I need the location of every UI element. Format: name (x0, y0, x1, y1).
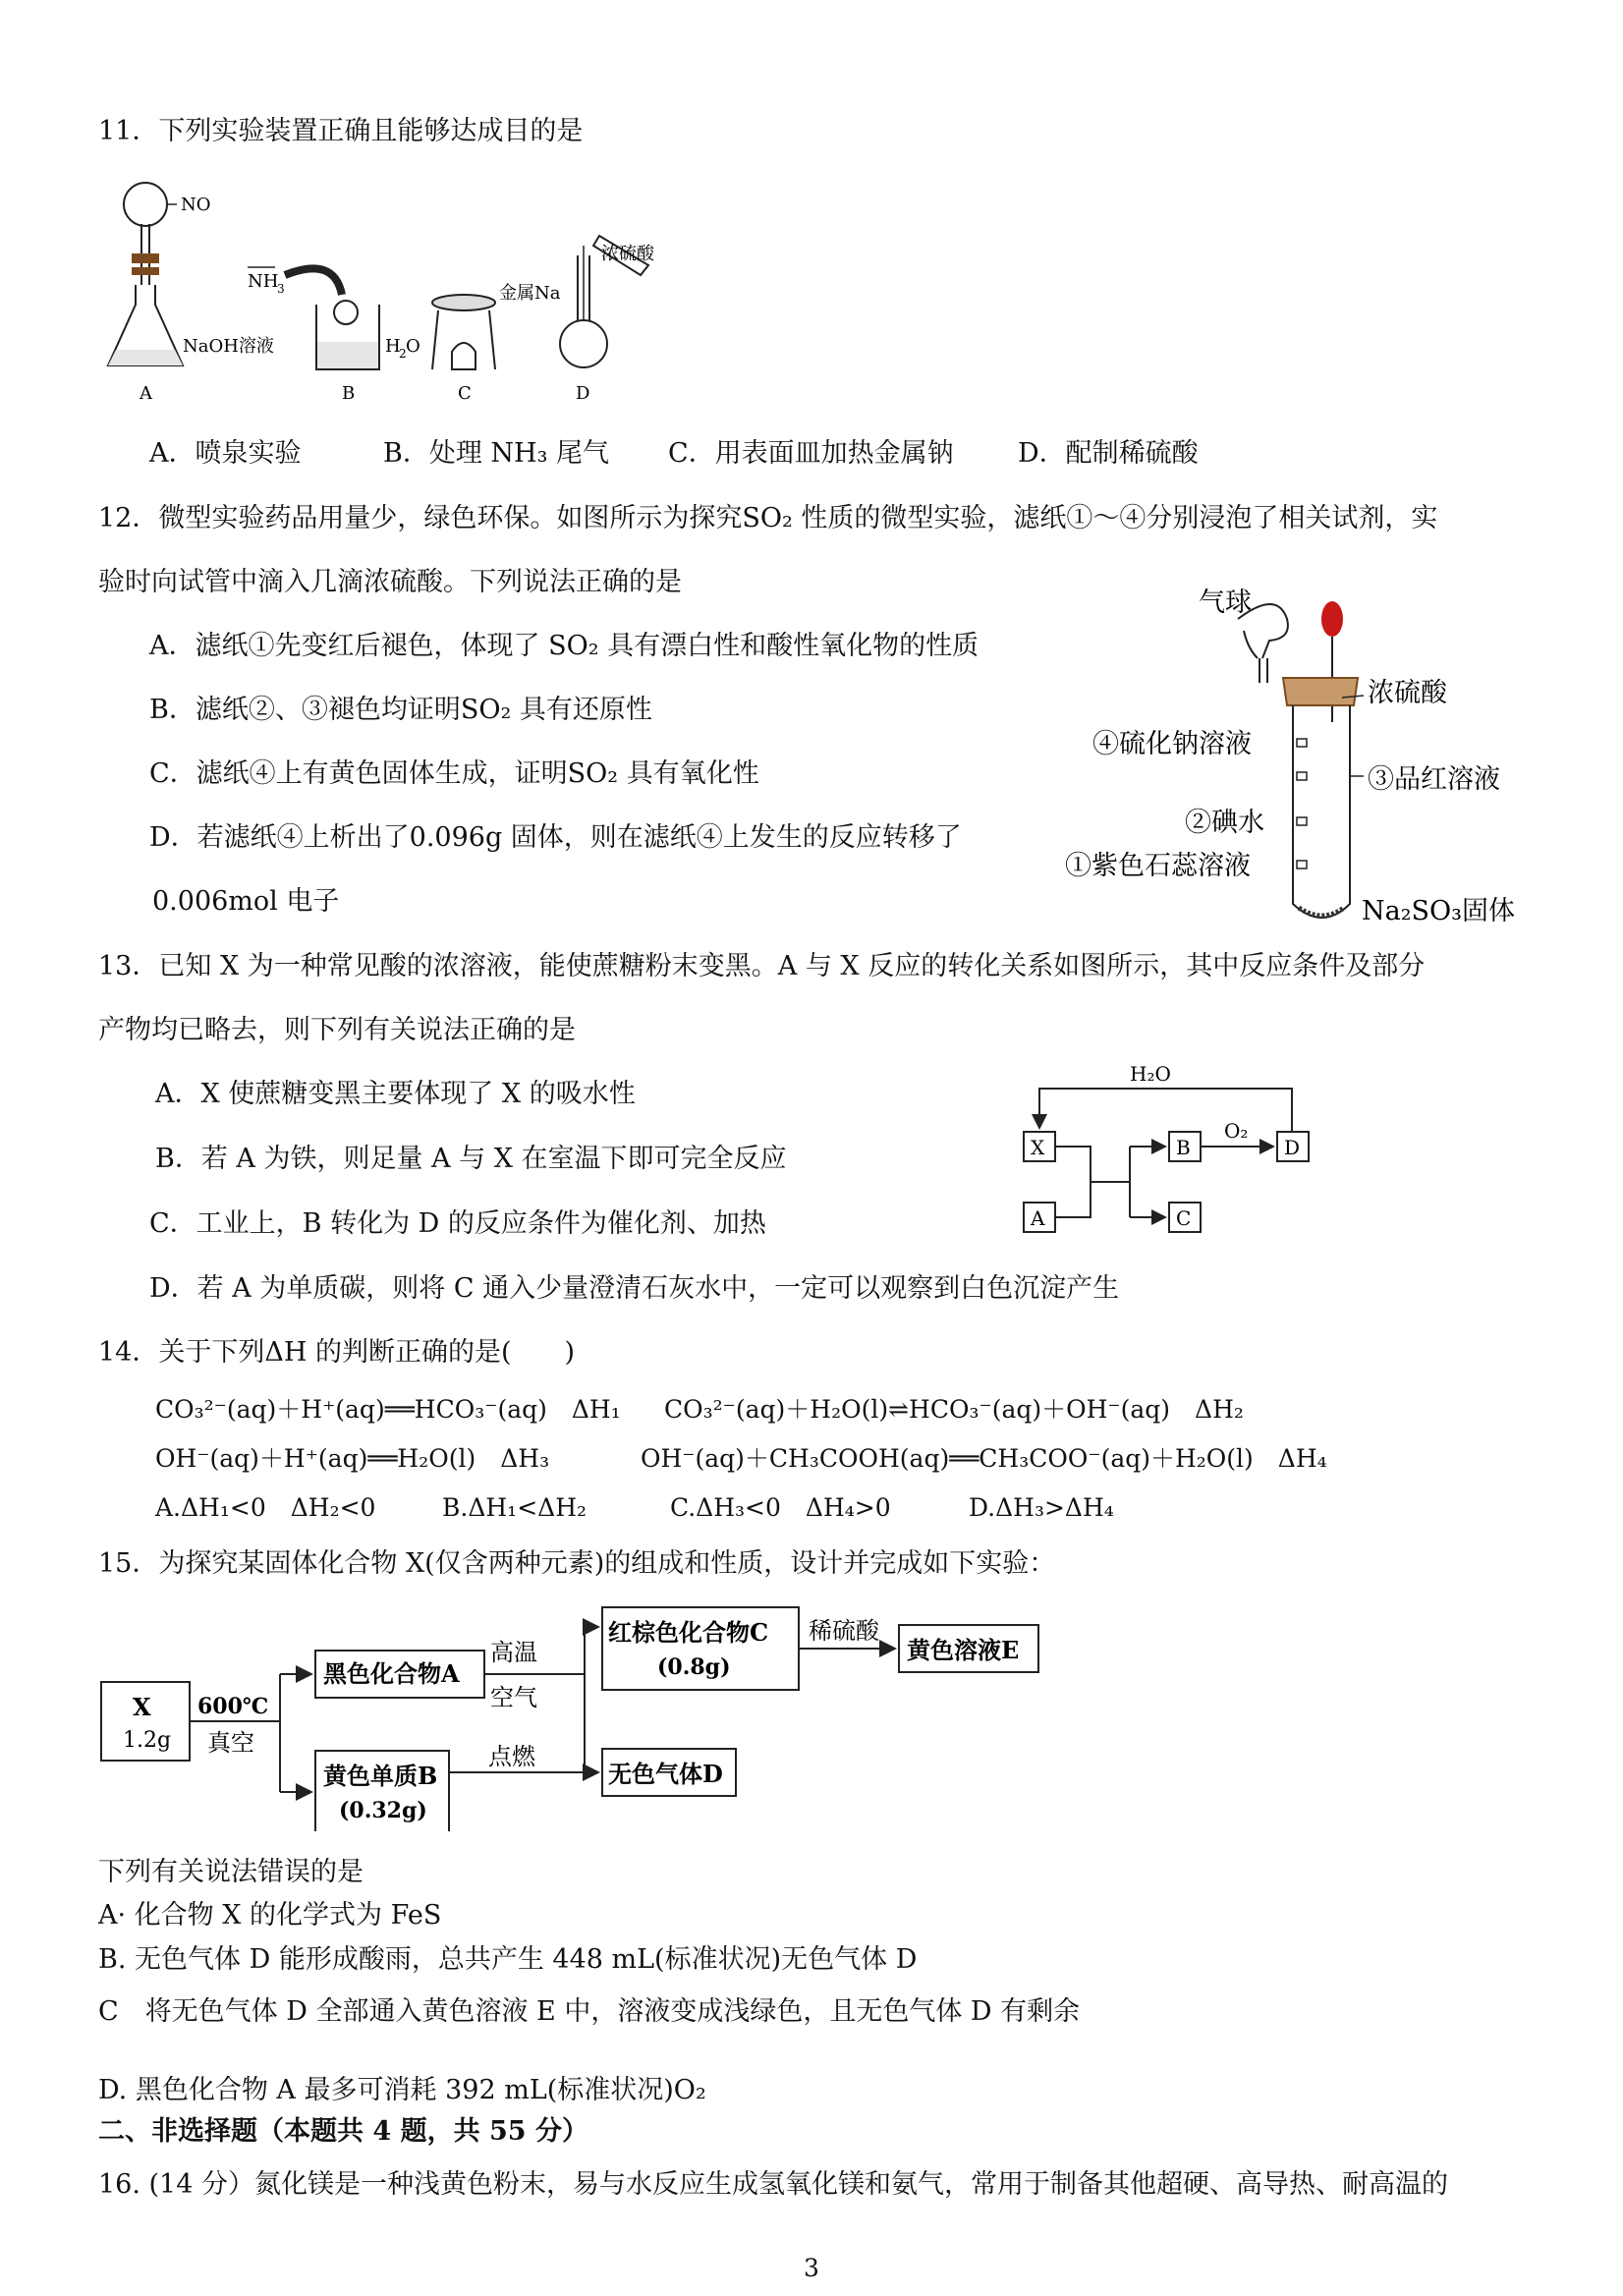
page-number: 3 (804, 2254, 819, 2282)
q15-option-c: C 将无色气体 D 全部通入黄色溶液 E 中，溶液变成浅绿色，且无色气体 D 有剩余 (98, 1996, 1081, 2027)
svg-text:黄色溶液E: 黄色溶液E (907, 1636, 1020, 1664)
svg-text:(0.32g): (0.32g) (339, 1798, 427, 1823)
svg-text:X: X (133, 1693, 151, 1721)
q13-option-b: B．若 A 为铁，则足量 A 与 X 在室温下即可完全反应 (155, 1144, 787, 1174)
q14-stem: 14．关于下列ΔH 的判断正确的是( ) (98, 1337, 576, 1368)
svg-text:稀硫酸: 稀硫酸 (809, 1617, 879, 1645)
svg-text:浓硫酸: 浓硫酸 (601, 244, 654, 264)
q15-stem: 15．为探究某固体化合物 X(仅含两种元素)的组成和性质，设计并完成如下实验： (98, 1548, 1056, 1579)
q16-stem: 16. (14 分）氮化镁是一种浅黄色粉末，易与水反应生成氢氧化镁和氨气，常用于制备其他超硬、高导热、耐高温的 (98, 2169, 1448, 2200)
label-no: NO (181, 195, 211, 215)
svg-text:黑色化合物A: 黑色化合物A (323, 1659, 460, 1688)
svg-text:O₂: O₂ (1224, 1119, 1249, 1143)
q13-stem-line2: 产物均已略去，则下列有关说法正确的是 (98, 1015, 576, 1045)
q11-option-b: B．处理 NH₃ 尾气 (383, 438, 610, 469)
svg-text:C: C (1176, 1206, 1192, 1230)
svg-text:H₂O: H₂O (1130, 1062, 1171, 1086)
q15-option-d: D. 黑色化合物 A 最多可消耗 392 mL(标准状况)O₂ (98, 2075, 706, 2105)
svg-text:④硫化钠溶液: ④硫化钠溶液 (1092, 729, 1252, 759)
q15-option-a: A· 化合物 X 的化学式为 FeS (98, 1900, 442, 1931)
q13-option-d: D．若 A 为单质碳，则将 C 通入少量澄清石灰水中，一定可以观察到白色沉淀产生 (149, 1273, 1120, 1304)
label-naoh: NaOH溶液 (183, 336, 274, 357)
svg-text:D: D (1284, 1136, 1301, 1159)
q11-stem: 11．下列实验装置正确且能够达成目的是 (98, 116, 584, 146)
q12-stem-line2: 验时向试管中滴入几滴浓硫酸。下列说法正确的是 (98, 567, 682, 597)
svg-text:3: 3 (277, 282, 285, 296)
q11-option-a: A．喷泉实验 (149, 438, 302, 469)
q15-flow-diagram (93, 1605, 1066, 1831)
svg-text:高温: 高温 (490, 1639, 537, 1666)
q14-option-a: A.ΔH₁<0 ΔH₂<0 (155, 1493, 376, 1522)
label-a: A (140, 383, 152, 403)
q11-apparatus-figure (98, 177, 688, 403)
svg-text:X: X (1031, 1136, 1045, 1159)
svg-text:②碘水: ②碘水 (1185, 808, 1264, 838)
q13-stem-line1: 13．已知 X 为一种常见酸的浓溶液，能使蔗糖粉末变黑。A 与 X 反应的转化关系如图所示，其中反应条件及部分 (98, 951, 1426, 981)
label-b: B (342, 383, 356, 403)
svg-text:2: 2 (399, 347, 407, 361)
q12-stem-line1: 12．微型实验药品用量少，绿色环保。如图所示为探究SO₂ 性质的微型实验，滤纸①～④分别浸泡了相关试剂，实 (98, 503, 1438, 533)
svg-text:Na₂SO₃固体: Na₂SO₃固体 (1362, 896, 1516, 926)
q14-option-b: B.ΔH₁<ΔH₂ (442, 1493, 588, 1522)
q11-option-d: D．配制稀硫酸 (1018, 438, 1199, 469)
section-2-heading: 二、非选择题（本题共 4 题，共 55 分） (98, 2116, 588, 2147)
svg-text:气球: 气球 (1199, 588, 1252, 618)
q14-equation-2: CO₃²⁻(aq)＋H₂O(l)⇌HCO₃⁻(aq)＋OH⁻(aq) ΔH₂ (664, 1395, 1244, 1424)
q13-option-c: C．工业上，B 转化为 D 的反应条件为催化剂、加热 (149, 1208, 766, 1239)
svg-text:红棕色化合物C: 红棕色化合物C (608, 1618, 769, 1647)
q12-option-c: C．滤纸④上有黄色固体生成，证明SO₂ 具有氧化性 (149, 758, 759, 789)
q13-flow-diagram (1012, 1057, 1326, 1244)
svg-text:真空: 真空 (207, 1729, 254, 1757)
q12-apparatus-figure (1051, 580, 1542, 943)
svg-text:黄色单质B: 黄色单质B (323, 1762, 438, 1790)
q15-option-b: B. 无色气体 D 能形成酸雨，总共产生 448 mL(标准状况)无色气体 D (98, 1944, 918, 1975)
label-c: C (458, 383, 472, 403)
q11-option-c: C．用表面皿加热金属钠 (668, 438, 954, 469)
q12-option-d-continued: 0.006mol 电子 (152, 886, 340, 917)
q14-equation-4: OH⁻(aq)＋CH₃COOH(aq)══CH₃COO⁻(aq)＋H₂O(l) ΔH₄ (641, 1444, 1327, 1473)
svg-text:金属Na: 金属Na (499, 283, 561, 304)
svg-text:空气: 空气 (490, 1684, 537, 1711)
q14-equation-1: CO₃²⁻(aq)＋H⁺(aq)══HCO₃⁻(aq) ΔH₁ (155, 1395, 621, 1424)
svg-text:1.2g: 1.2g (123, 1728, 172, 1753)
svg-text:(0.8g): (0.8g) (657, 1654, 731, 1680)
q12-option-d: D．若滤纸④上析出了0.096g 固体，则在滤纸④上发生的反应转移了 (149, 822, 962, 853)
q12-option-a: A．滤纸①先变红后褪色，体现了 SO₂ 具有漂白性和酸性氧化物的性质 (149, 631, 979, 661)
svg-text:O: O (406, 336, 420, 357)
q14-option-d: D.ΔH₃>ΔH₄ (969, 1493, 1114, 1522)
svg-text:无色气体D: 无色气体D (608, 1760, 723, 1788)
label-d: D (576, 383, 590, 403)
svg-text:NH: NH (248, 271, 279, 292)
svg-text:①紫色石蕊溶液: ①紫色石蕊溶液 (1065, 851, 1251, 881)
q14-equation-3: OH⁻(aq)＋H⁺(aq)══H₂O(l) ΔH₃ (155, 1444, 550, 1473)
svg-text:浓硫酸: 浓硫酸 (1368, 678, 1447, 708)
q15-ask: 下列有关说法错误的是 (98, 1857, 364, 1887)
q12-option-b: B．滤纸②、③褪色均证明SO₂ 具有还原性 (149, 695, 652, 725)
svg-text:③品红溶液: ③品红溶液 (1368, 764, 1500, 795)
svg-text:B: B (1176, 1136, 1191, 1159)
svg-text:600℃: 600℃ (197, 1694, 269, 1719)
q13-option-a: A．X 使蔗糖变黑主要体现了 X 的吸水性 (155, 1079, 636, 1109)
svg-text:H: H (385, 336, 401, 357)
svg-text:点燃: 点燃 (488, 1743, 535, 1770)
svg-text:A: A (1031, 1206, 1045, 1230)
q14-option-c: C.ΔH₃<0 ΔH₄>0 (670, 1493, 891, 1522)
